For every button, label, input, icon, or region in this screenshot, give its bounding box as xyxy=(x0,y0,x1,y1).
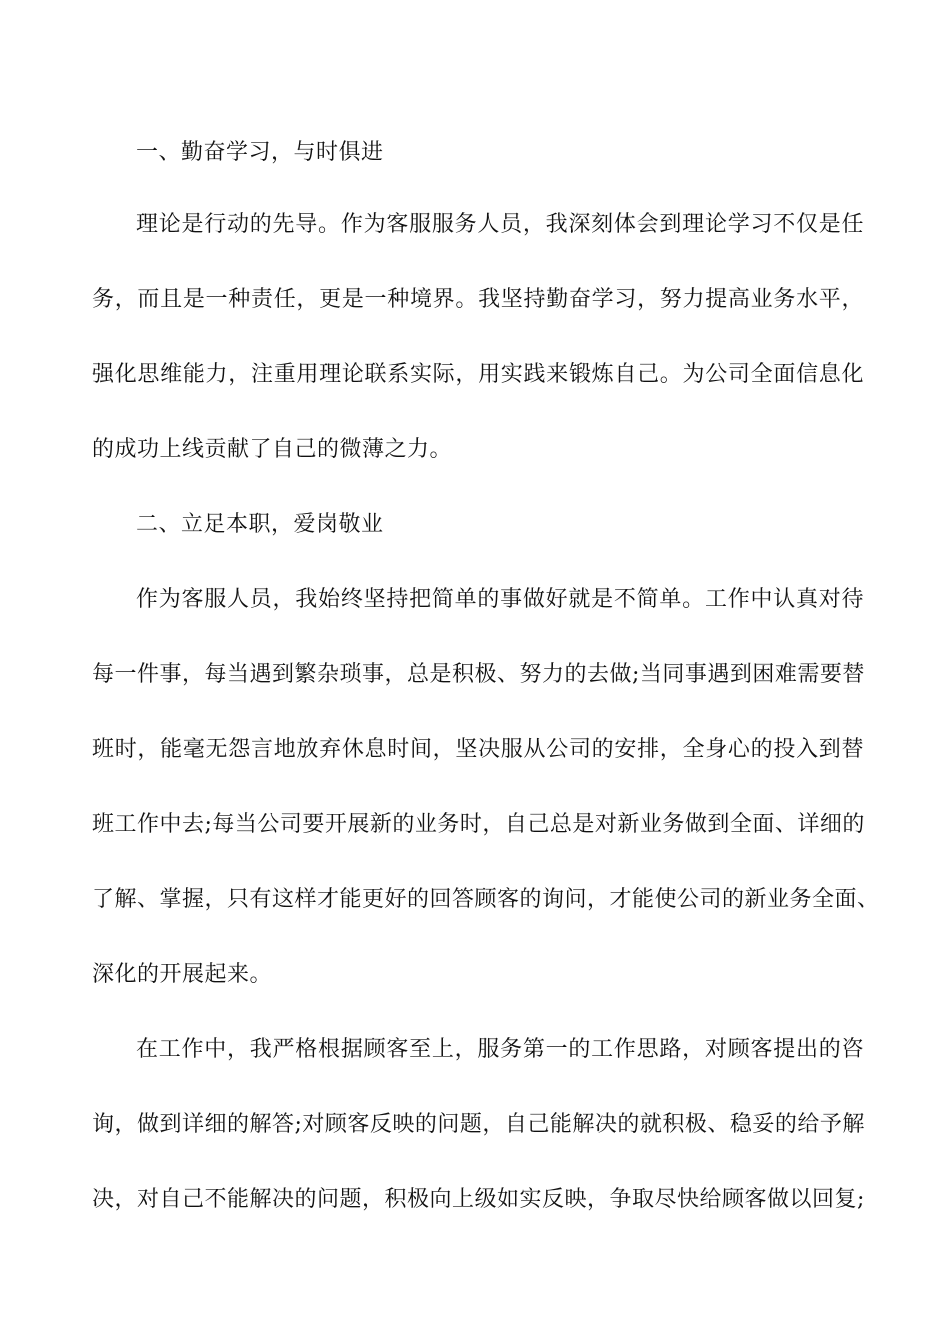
paragraph-line: 的成功上线贡献了自己的微薄之力。 xyxy=(92,437,453,462)
paragraph-line: 班时，能毫无怨言地放弃休息时间，坚决服从公司的安排，全身心的投入到替 xyxy=(92,737,864,762)
section-heading-2: 二、立足本职，爱岗敬业 xyxy=(136,512,384,537)
paragraph-line: 深化的开展起来。 xyxy=(92,962,273,987)
paragraph-line: 每一件事，每当遇到繁杂琐事，总是积极、努力的去做;当同事遇到困难需要替 xyxy=(92,662,865,687)
paragraph-line: 决，对自己不能解决的问题，积极向上级如实反映，争取尽快给顾客做以回复; xyxy=(92,1187,865,1212)
paragraph-line: 务，而且是一种责任，更是一种境界。我坚持勤奋学习，努力提高业务水平， xyxy=(92,287,864,312)
paragraph-line: 强化思维能力，注重用理论联系实际，用实践来锻炼自己。为公司全面信息化 xyxy=(92,362,864,387)
paragraph-line: 在工作中，我严格根据顾客至上，服务第一的工作思路，对顾客提出的咨 xyxy=(136,1037,864,1062)
paragraph-line: 班工作中去;每当公司要开展新的业务时，自己总是对新业务做到全面、详细的 xyxy=(92,812,865,837)
paragraph-line: 作为客服人员，我始终坚持把简单的事做好就是不简单。工作中认真对待 xyxy=(136,587,864,612)
paragraph-line: 了解、掌握，只有这样才能更好的回答顾客的询问，才能使公司的新业务全面、 xyxy=(92,887,880,912)
paragraph-line: 理论是行动的先导。作为客服服务人员，我深刻体会到理论学习不仅是任 xyxy=(136,212,864,237)
section-heading-1: 一、勤奋学习，与时俱进 xyxy=(136,140,384,165)
paragraph-line: 询，做到详细的解答;对顾客反映的问题，自己能解决的就积极、稳妥的给予解 xyxy=(92,1112,865,1137)
